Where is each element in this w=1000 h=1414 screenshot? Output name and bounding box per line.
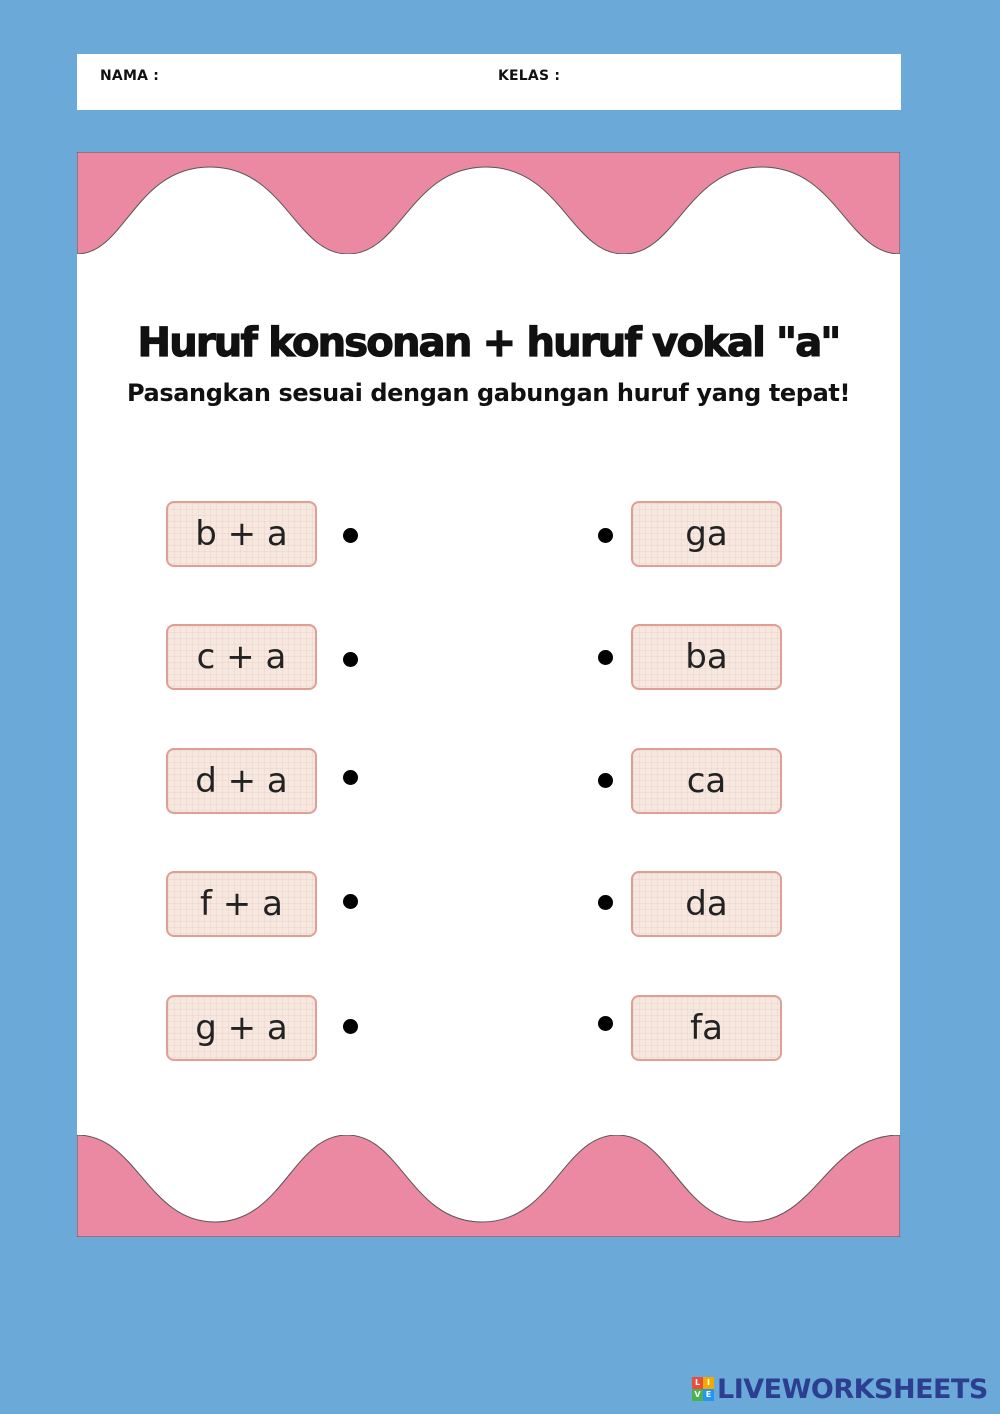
- right-match-dot-1[interactable]: [598, 528, 613, 543]
- student-info-bar: [77, 54, 901, 110]
- left-tile-1: b + a: [166, 501, 317, 567]
- logo-letter-v: V: [692, 1389, 703, 1401]
- left-tile-2: c + a: [166, 624, 317, 690]
- left-match-dot-4[interactable]: [343, 894, 358, 909]
- left-match-dot-5[interactable]: [343, 1019, 358, 1034]
- right-match-dot-2[interactable]: [598, 650, 613, 665]
- worksheet-page: [77, 152, 900, 1237]
- worksheet-instruction: Pasangkan sesuai dengan gabungan huruf yang tepat!: [127, 379, 850, 407]
- left-tile-3: d + a: [166, 748, 317, 814]
- logo-letter-l: L: [692, 1377, 703, 1389]
- logo-letter-e: E: [703, 1389, 714, 1401]
- liveworksheets-wordmark: LIVEWORKSHEETS: [717, 1373, 988, 1405]
- left-tile-4: f + a: [166, 871, 317, 937]
- left-match-dot-1[interactable]: [343, 528, 358, 543]
- right-tile-4: da: [631, 871, 782, 937]
- bottom-wave-decoration: [77, 1135, 900, 1237]
- left-match-dot-3[interactable]: [343, 770, 358, 785]
- right-tile-2: ba: [631, 624, 782, 690]
- liveworksheets-brand: [692, 1372, 988, 1406]
- class-label: KELAS :: [498, 68, 561, 84]
- left-tile-5: g + a: [166, 995, 317, 1061]
- right-match-dot-3[interactable]: [598, 773, 613, 788]
- right-tile-3: ca: [631, 748, 782, 814]
- right-match-dot-4[interactable]: [598, 895, 613, 910]
- right-tile-1: ga: [631, 501, 782, 567]
- left-match-dot-2[interactable]: [343, 652, 358, 667]
- right-match-dot-5[interactable]: [598, 1016, 613, 1031]
- worksheet-title: Huruf konsonan + huruf vokal "a": [137, 320, 840, 366]
- name-label: NAMA :: [100, 68, 159, 84]
- top-wave-decoration: [77, 152, 900, 254]
- liveworksheets-logo-icon: [692, 1377, 714, 1401]
- right-tile-5: fa: [631, 995, 782, 1061]
- logo-letter-i: I: [703, 1377, 714, 1389]
